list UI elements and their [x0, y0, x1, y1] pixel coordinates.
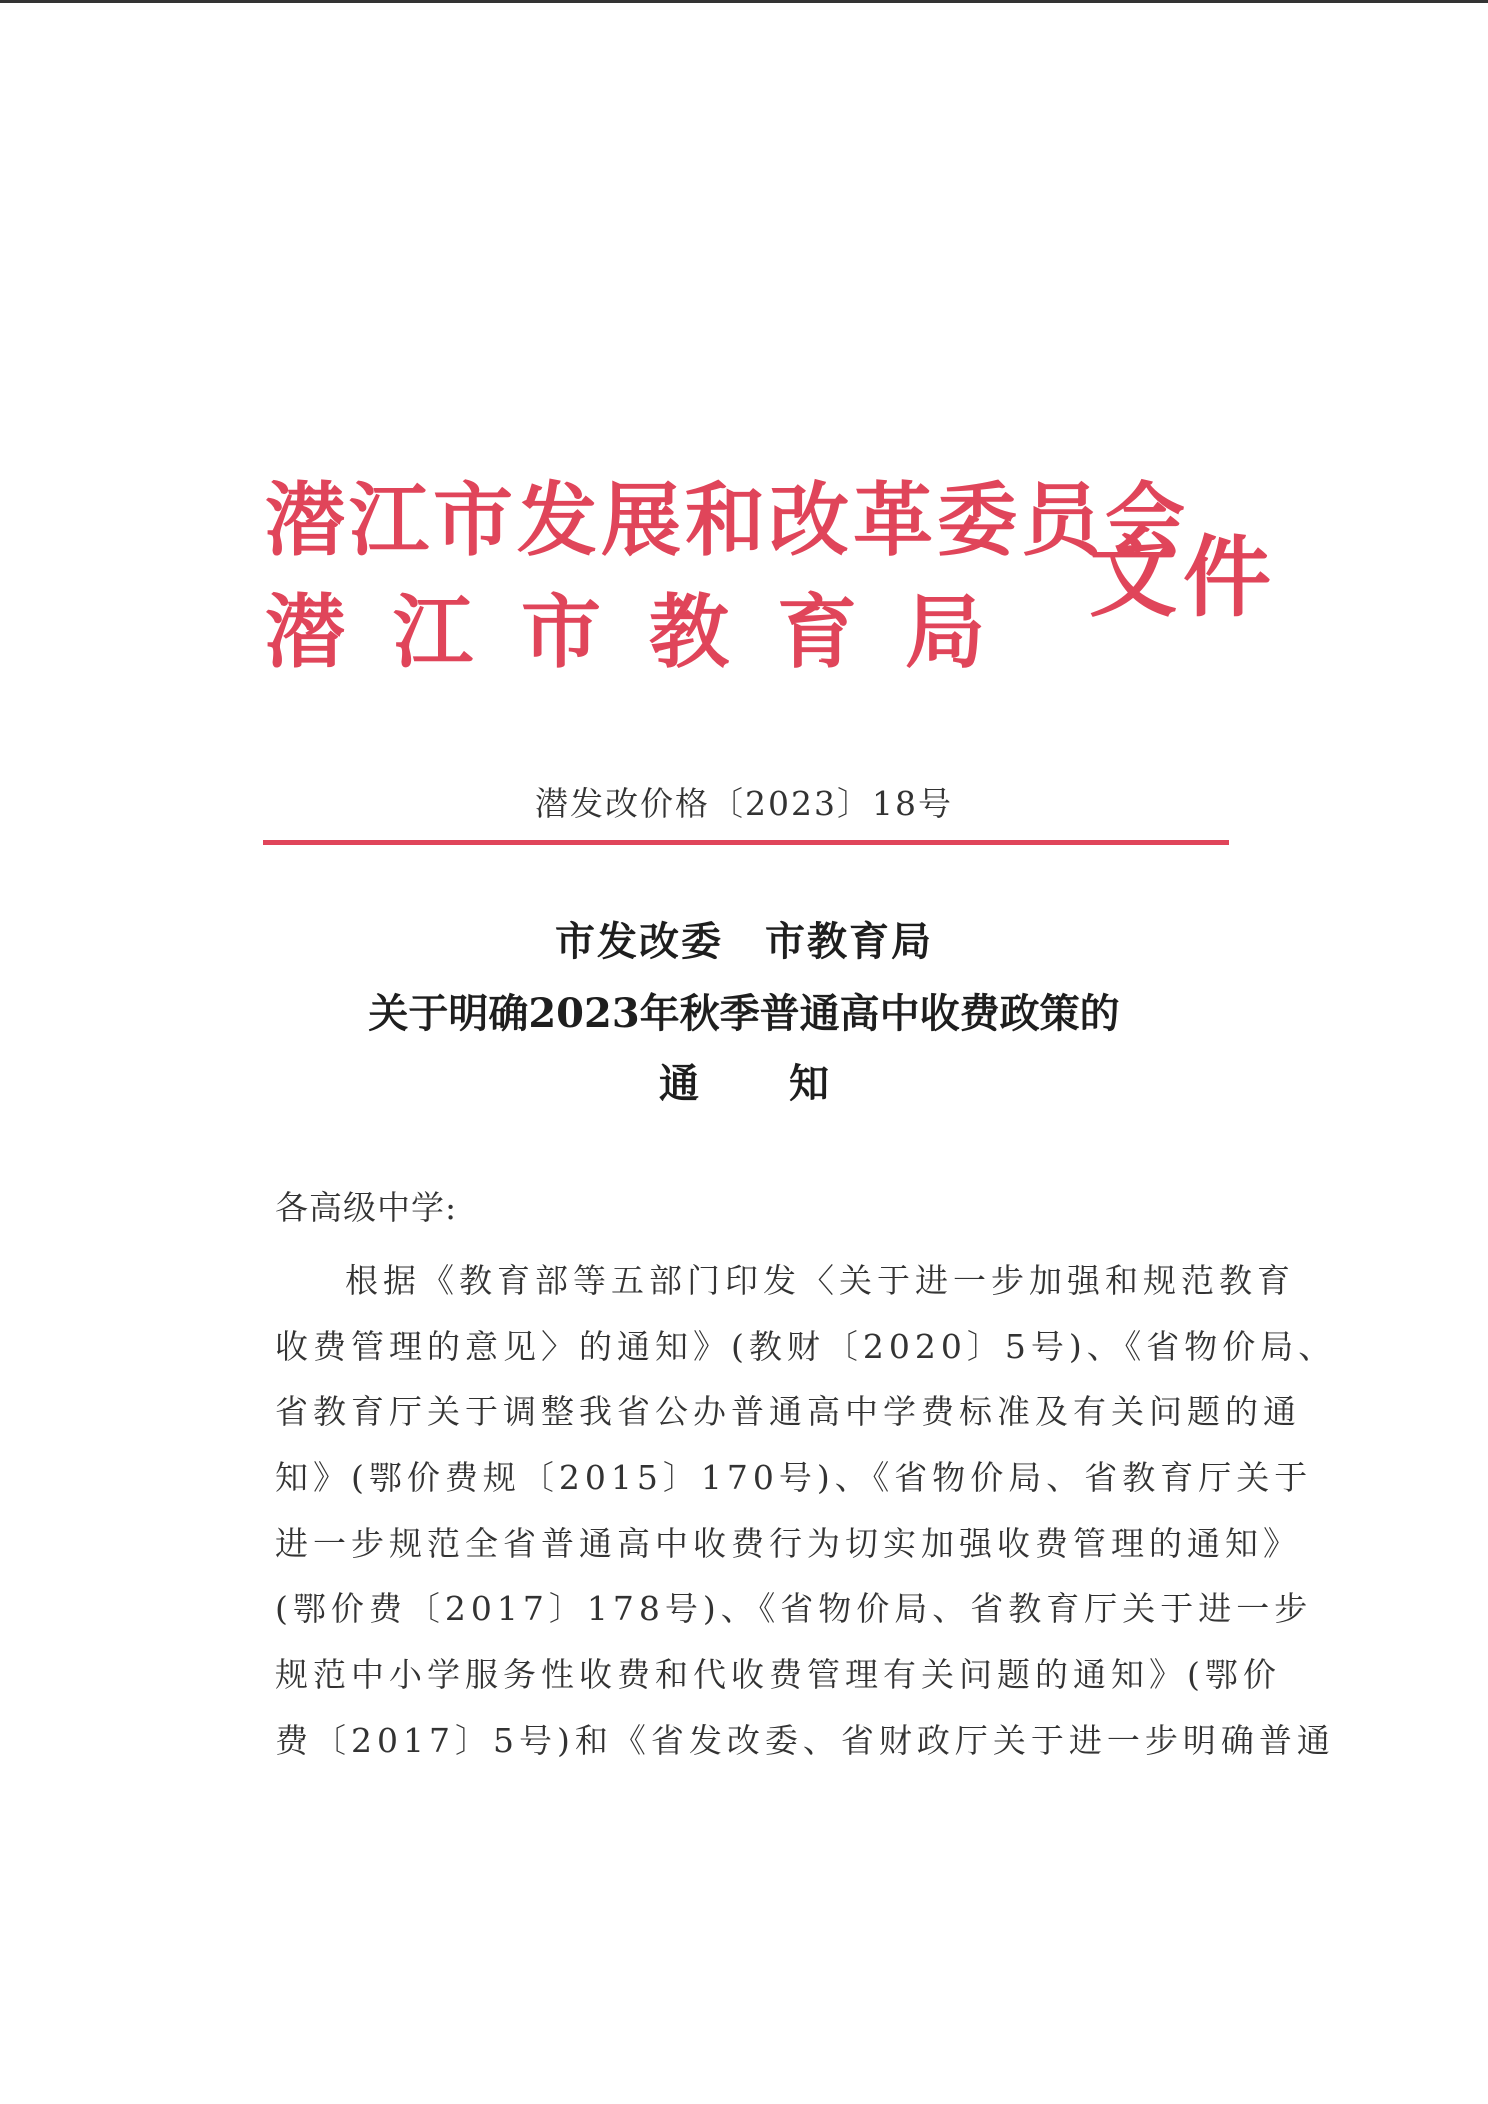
scan-top-border	[0, 0, 1488, 3]
body-line: (鄂价费〔2017〕178号)、《省物价局、省教育厅关于进一步	[275, 1589, 1313, 1629]
header-document-suffix: 文件	[1089, 525, 1278, 629]
title-line-1: 市发改委 市教育局	[555, 918, 933, 965]
title-line-3: 通知	[659, 1060, 919, 1107]
issuing-authorities-header	[265, 473, 1278, 715]
body-line: 进一步规范全省普通高中收费行为切实加强收费管理的通知》	[275, 1523, 1301, 1563]
body-line: 知》(鄂价费规〔2015〕170号)、《省物价局、省教育厅关于	[275, 1458, 1313, 1498]
header-authority-2: 潜江市教育局	[265, 585, 1033, 679]
header-authority-1: 潜江市发展和改革委员会	[265, 473, 1189, 567]
salutation: 各高级中学:	[275, 1188, 458, 1227]
body-line: 收费管理的意见〉的通知》(教财〔2020〕5号)、《省物价局、	[275, 1326, 1337, 1366]
body-line: 省教育厅关于调整我省公办普通高中学费标准及有关问题的通	[275, 1392, 1301, 1432]
red-divider-rule	[263, 840, 1229, 845]
body-line: 规范中小学服务性收费和代收费管理有关问题的通知》(鄂价	[275, 1655, 1281, 1695]
document-number: 潜发改价格〔2023〕18号	[535, 784, 953, 823]
title-line-2: 关于明确2023年秋季普通高中收费政策的	[368, 990, 1120, 1037]
body-line: 根据《教育部等五部门印发〈关于进一步加强和规范教育	[345, 1261, 1295, 1300]
body-line: 费〔2017〕5号)和《省发改委、省财政厅关于进一步明确普通	[275, 1720, 1335, 1760]
body-paragraph	[275, 1248, 1337, 1774]
